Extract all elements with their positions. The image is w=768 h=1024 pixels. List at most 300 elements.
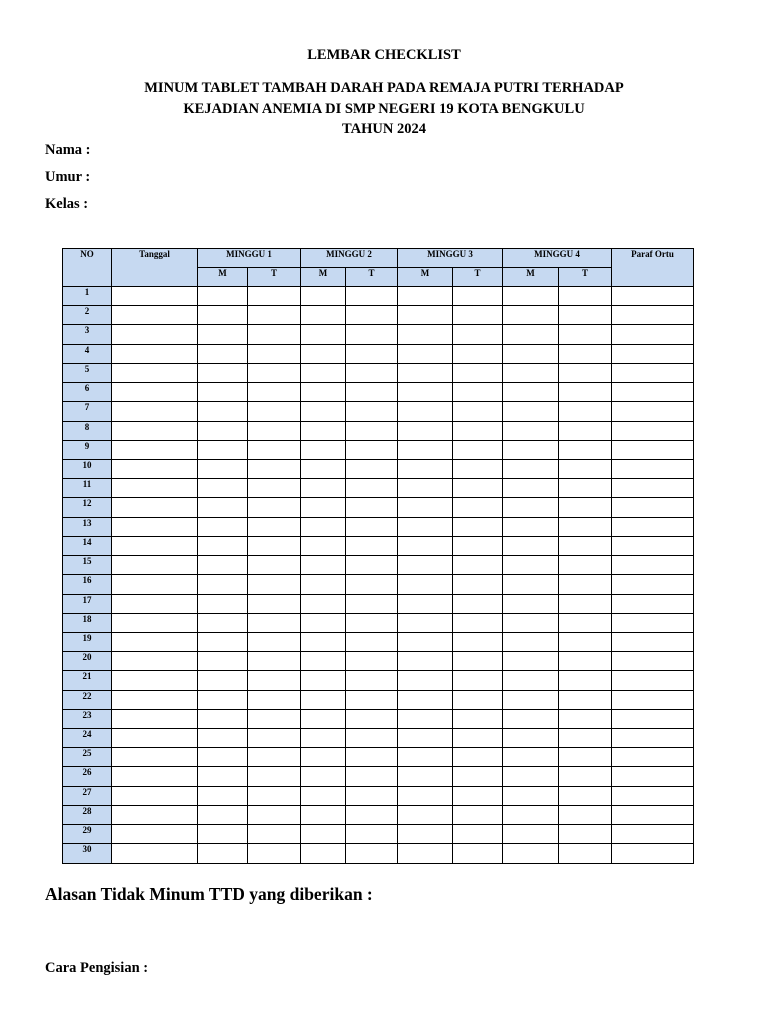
minggu1-m-cell[interactable] [198, 440, 248, 459]
minggu1-m-cell[interactable] [198, 632, 248, 651]
paraf-cell[interactable] [612, 402, 694, 421]
minggu3-m-cell[interactable] [398, 536, 453, 555]
minggu1-t-cell[interactable] [248, 536, 301, 555]
minggu2-t-cell[interactable] [346, 459, 398, 478]
minggu1-t-cell[interactable] [248, 479, 301, 498]
tanggal-cell[interactable] [112, 805, 198, 824]
minggu3-t-cell[interactable] [453, 440, 503, 459]
minggu2-m-cell[interactable] [301, 479, 346, 498]
minggu4-t-cell[interactable] [559, 498, 612, 517]
minggu1-m-cell[interactable] [198, 594, 248, 613]
minggu2-t-cell[interactable] [346, 383, 398, 402]
tanggal-cell[interactable] [112, 594, 198, 613]
minggu4-m-cell[interactable] [503, 632, 559, 651]
minggu3-m-cell[interactable] [398, 556, 453, 575]
minggu3-t-cell[interactable] [453, 287, 503, 306]
minggu1-t-cell[interactable] [248, 325, 301, 344]
minggu3-t-cell[interactable] [453, 805, 503, 824]
minggu3-t-cell[interactable] [453, 786, 503, 805]
minggu4-t-cell[interactable] [559, 594, 612, 613]
minggu2-m-cell[interactable] [301, 613, 346, 632]
paraf-cell[interactable] [612, 536, 694, 555]
minggu4-t-cell[interactable] [559, 844, 612, 863]
minggu3-t-cell[interactable] [453, 652, 503, 671]
paraf-cell[interactable] [612, 594, 694, 613]
minggu4-t-cell[interactable] [559, 748, 612, 767]
minggu2-m-cell[interactable] [301, 536, 346, 555]
minggu1-t-cell[interactable] [248, 344, 301, 363]
minggu1-t-cell[interactable] [248, 556, 301, 575]
minggu1-m-cell[interactable] [198, 517, 248, 536]
minggu1-t-cell[interactable] [248, 575, 301, 594]
minggu2-t-cell[interactable] [346, 632, 398, 651]
minggu4-m-cell[interactable] [503, 805, 559, 824]
minggu4-m-cell[interactable] [503, 748, 559, 767]
minggu4-t-cell[interactable] [559, 479, 612, 498]
minggu3-t-cell[interactable] [453, 536, 503, 555]
minggu2-m-cell[interactable] [301, 287, 346, 306]
minggu2-m-cell[interactable] [301, 363, 346, 382]
minggu3-t-cell[interactable] [453, 517, 503, 536]
minggu1-m-cell[interactable] [198, 344, 248, 363]
paraf-cell[interactable] [612, 363, 694, 382]
minggu3-m-cell[interactable] [398, 844, 453, 863]
minggu2-m-cell[interactable] [301, 844, 346, 863]
minggu2-m-cell[interactable] [301, 402, 346, 421]
minggu1-t-cell[interactable] [248, 440, 301, 459]
minggu2-t-cell[interactable] [346, 613, 398, 632]
minggu1-t-cell[interactable] [248, 613, 301, 632]
paraf-cell[interactable] [612, 709, 694, 728]
minggu4-t-cell[interactable] [559, 402, 612, 421]
tanggal-cell[interactable] [112, 844, 198, 863]
minggu2-m-cell[interactable] [301, 575, 346, 594]
paraf-cell[interactable] [612, 306, 694, 325]
tanggal-cell[interactable] [112, 363, 198, 382]
minggu3-t-cell[interactable] [453, 306, 503, 325]
minggu3-m-cell[interactable] [398, 767, 453, 786]
minggu4-t-cell[interactable] [559, 287, 612, 306]
tanggal-cell[interactable] [112, 344, 198, 363]
minggu1-t-cell[interactable] [248, 498, 301, 517]
paraf-cell[interactable] [612, 421, 694, 440]
minggu1-m-cell[interactable] [198, 729, 248, 748]
paraf-cell[interactable] [612, 479, 694, 498]
minggu1-m-cell[interactable] [198, 613, 248, 632]
tanggal-cell[interactable] [112, 729, 198, 748]
minggu1-t-cell[interactable] [248, 383, 301, 402]
tanggal-cell[interactable] [112, 825, 198, 844]
minggu1-t-cell[interactable] [248, 844, 301, 863]
minggu3-m-cell[interactable] [398, 632, 453, 651]
tanggal-cell[interactable] [112, 613, 198, 632]
minggu4-m-cell[interactable] [503, 306, 559, 325]
minggu1-m-cell[interactable] [198, 325, 248, 344]
minggu2-t-cell[interactable] [346, 594, 398, 613]
minggu3-m-cell[interactable] [398, 363, 453, 382]
minggu3-m-cell[interactable] [398, 287, 453, 306]
minggu4-m-cell[interactable] [503, 363, 559, 382]
minggu3-m-cell[interactable] [398, 517, 453, 536]
paraf-cell[interactable] [612, 671, 694, 690]
minggu2-m-cell[interactable] [301, 671, 346, 690]
minggu3-t-cell[interactable] [453, 402, 503, 421]
minggu3-t-cell[interactable] [453, 383, 503, 402]
tanggal-cell[interactable] [112, 402, 198, 421]
paraf-cell[interactable] [612, 652, 694, 671]
paraf-cell[interactable] [612, 613, 694, 632]
minggu3-t-cell[interactable] [453, 632, 503, 651]
minggu2-t-cell[interactable] [346, 709, 398, 728]
tanggal-cell[interactable] [112, 652, 198, 671]
minggu4-t-cell[interactable] [559, 363, 612, 382]
minggu1-m-cell[interactable] [198, 825, 248, 844]
minggu1-m-cell[interactable] [198, 421, 248, 440]
minggu1-t-cell[interactable] [248, 459, 301, 478]
minggu4-t-cell[interactable] [559, 536, 612, 555]
minggu1-m-cell[interactable] [198, 459, 248, 478]
minggu2-t-cell[interactable] [346, 402, 398, 421]
paraf-cell[interactable] [612, 325, 694, 344]
minggu1-m-cell[interactable] [198, 498, 248, 517]
minggu2-t-cell[interactable] [346, 729, 398, 748]
paraf-cell[interactable] [612, 498, 694, 517]
minggu3-m-cell[interactable] [398, 709, 453, 728]
paraf-cell[interactable] [612, 844, 694, 863]
minggu3-t-cell[interactable] [453, 748, 503, 767]
minggu4-m-cell[interactable] [503, 671, 559, 690]
tanggal-cell[interactable] [112, 709, 198, 728]
minggu3-m-cell[interactable] [398, 421, 453, 440]
minggu1-m-cell[interactable] [198, 844, 248, 863]
minggu2-t-cell[interactable] [346, 440, 398, 459]
minggu1-m-cell[interactable] [198, 671, 248, 690]
minggu4-t-cell[interactable] [559, 383, 612, 402]
minggu3-m-cell[interactable] [398, 325, 453, 344]
minggu3-m-cell[interactable] [398, 652, 453, 671]
minggu2-m-cell[interactable] [301, 786, 346, 805]
tanggal-cell[interactable] [112, 479, 198, 498]
paraf-cell[interactable] [612, 344, 694, 363]
minggu3-m-cell[interactable] [398, 402, 453, 421]
minggu2-m-cell[interactable] [301, 729, 346, 748]
minggu1-t-cell[interactable] [248, 402, 301, 421]
minggu3-t-cell[interactable] [453, 613, 503, 632]
minggu2-t-cell[interactable] [346, 844, 398, 863]
minggu2-t-cell[interactable] [346, 825, 398, 844]
minggu4-m-cell[interactable] [503, 729, 559, 748]
minggu3-m-cell[interactable] [398, 344, 453, 363]
minggu3-m-cell[interactable] [398, 498, 453, 517]
tanggal-cell[interactable] [112, 671, 198, 690]
minggu4-t-cell[interactable] [559, 632, 612, 651]
minggu3-t-cell[interactable] [453, 363, 503, 382]
tanggal-cell[interactable] [112, 287, 198, 306]
tanggal-cell[interactable] [112, 421, 198, 440]
minggu1-m-cell[interactable] [198, 287, 248, 306]
paraf-cell[interactable] [612, 729, 694, 748]
minggu3-m-cell[interactable] [398, 613, 453, 632]
minggu4-m-cell[interactable] [503, 383, 559, 402]
minggu4-m-cell[interactable] [503, 844, 559, 863]
minggu4-m-cell[interactable] [503, 440, 559, 459]
minggu1-t-cell[interactable] [248, 729, 301, 748]
minggu2-m-cell[interactable] [301, 383, 346, 402]
minggu3-t-cell[interactable] [453, 690, 503, 709]
minggu2-m-cell[interactable] [301, 325, 346, 344]
minggu4-m-cell[interactable] [503, 825, 559, 844]
minggu3-m-cell[interactable] [398, 729, 453, 748]
minggu2-t-cell[interactable] [346, 671, 398, 690]
minggu2-m-cell[interactable] [301, 748, 346, 767]
minggu1-t-cell[interactable] [248, 690, 301, 709]
minggu2-t-cell[interactable] [346, 421, 398, 440]
minggu4-m-cell[interactable] [503, 690, 559, 709]
minggu2-t-cell[interactable] [346, 690, 398, 709]
minggu1-t-cell[interactable] [248, 671, 301, 690]
minggu1-m-cell[interactable] [198, 748, 248, 767]
minggu4-t-cell[interactable] [559, 805, 612, 824]
minggu3-t-cell[interactable] [453, 556, 503, 575]
minggu4-m-cell[interactable] [503, 613, 559, 632]
minggu2-t-cell[interactable] [346, 517, 398, 536]
minggu2-t-cell[interactable] [346, 805, 398, 824]
minggu3-t-cell[interactable] [453, 498, 503, 517]
minggu2-m-cell[interactable] [301, 459, 346, 478]
minggu2-t-cell[interactable] [346, 498, 398, 517]
minggu1-m-cell[interactable] [198, 575, 248, 594]
tanggal-cell[interactable] [112, 517, 198, 536]
minggu3-t-cell[interactable] [453, 459, 503, 478]
minggu1-t-cell[interactable] [248, 421, 301, 440]
paraf-cell[interactable] [612, 748, 694, 767]
minggu1-t-cell[interactable] [248, 517, 301, 536]
paraf-cell[interactable] [612, 459, 694, 478]
minggu2-m-cell[interactable] [301, 344, 346, 363]
minggu4-m-cell[interactable] [503, 709, 559, 728]
minggu4-t-cell[interactable] [559, 459, 612, 478]
tanggal-cell[interactable] [112, 440, 198, 459]
minggu3-m-cell[interactable] [398, 440, 453, 459]
minggu3-t-cell[interactable] [453, 421, 503, 440]
tanggal-cell[interactable] [112, 556, 198, 575]
minggu1-m-cell[interactable] [198, 479, 248, 498]
minggu1-t-cell[interactable] [248, 767, 301, 786]
minggu1-t-cell[interactable] [248, 306, 301, 325]
minggu1-m-cell[interactable] [198, 786, 248, 805]
minggu2-t-cell[interactable] [346, 575, 398, 594]
minggu2-t-cell[interactable] [346, 479, 398, 498]
minggu4-m-cell[interactable] [503, 498, 559, 517]
paraf-cell[interactable] [612, 383, 694, 402]
minggu4-t-cell[interactable] [559, 652, 612, 671]
minggu4-t-cell[interactable] [559, 575, 612, 594]
minggu2-m-cell[interactable] [301, 690, 346, 709]
minggu3-m-cell[interactable] [398, 459, 453, 478]
minggu2-m-cell[interactable] [301, 440, 346, 459]
minggu3-m-cell[interactable] [398, 690, 453, 709]
minggu1-t-cell[interactable] [248, 709, 301, 728]
minggu2-t-cell[interactable] [346, 767, 398, 786]
minggu3-t-cell[interactable] [453, 844, 503, 863]
minggu1-m-cell[interactable] [198, 805, 248, 824]
minggu4-m-cell[interactable] [503, 459, 559, 478]
minggu1-t-cell[interactable] [248, 287, 301, 306]
minggu1-t-cell[interactable] [248, 594, 301, 613]
minggu4-m-cell[interactable] [503, 594, 559, 613]
minggu2-m-cell[interactable] [301, 767, 346, 786]
minggu3-m-cell[interactable] [398, 306, 453, 325]
minggu4-t-cell[interactable] [559, 440, 612, 459]
minggu2-m-cell[interactable] [301, 498, 346, 517]
paraf-cell[interactable] [612, 556, 694, 575]
minggu2-t-cell[interactable] [346, 786, 398, 805]
minggu4-m-cell[interactable] [503, 325, 559, 344]
minggu1-t-cell[interactable] [248, 825, 301, 844]
minggu3-t-cell[interactable] [453, 479, 503, 498]
minggu3-t-cell[interactable] [453, 729, 503, 748]
minggu4-t-cell[interactable] [559, 690, 612, 709]
minggu3-t-cell[interactable] [453, 671, 503, 690]
minggu2-m-cell[interactable] [301, 632, 346, 651]
minggu4-t-cell[interactable] [559, 344, 612, 363]
minggu4-t-cell[interactable] [559, 671, 612, 690]
tanggal-cell[interactable] [112, 459, 198, 478]
minggu3-t-cell[interactable] [453, 709, 503, 728]
minggu2-m-cell[interactable] [301, 709, 346, 728]
tanggal-cell[interactable] [112, 690, 198, 709]
tanggal-cell[interactable] [112, 575, 198, 594]
minggu3-m-cell[interactable] [398, 594, 453, 613]
minggu2-m-cell[interactable] [301, 594, 346, 613]
paraf-cell[interactable] [612, 825, 694, 844]
minggu3-m-cell[interactable] [398, 825, 453, 844]
minggu3-t-cell[interactable] [453, 325, 503, 344]
tanggal-cell[interactable] [112, 786, 198, 805]
minggu4-t-cell[interactable] [559, 786, 612, 805]
paraf-cell[interactable] [612, 786, 694, 805]
minggu4-m-cell[interactable] [503, 402, 559, 421]
minggu1-t-cell[interactable] [248, 632, 301, 651]
minggu1-m-cell[interactable] [198, 556, 248, 575]
minggu2-t-cell[interactable] [346, 536, 398, 555]
minggu1-m-cell[interactable] [198, 709, 248, 728]
minggu1-t-cell[interactable] [248, 748, 301, 767]
minggu2-m-cell[interactable] [301, 805, 346, 824]
minggu4-t-cell[interactable] [559, 729, 612, 748]
minggu2-t-cell[interactable] [346, 344, 398, 363]
minggu1-m-cell[interactable] [198, 690, 248, 709]
minggu4-m-cell[interactable] [503, 479, 559, 498]
minggu1-m-cell[interactable] [198, 767, 248, 786]
minggu4-m-cell[interactable] [503, 536, 559, 555]
minggu1-t-cell[interactable] [248, 805, 301, 824]
minggu4-m-cell[interactable] [503, 287, 559, 306]
minggu4-t-cell[interactable] [559, 306, 612, 325]
paraf-cell[interactable] [612, 805, 694, 824]
minggu4-m-cell[interactable] [503, 767, 559, 786]
minggu3-t-cell[interactable] [453, 575, 503, 594]
minggu4-t-cell[interactable] [559, 767, 612, 786]
minggu4-m-cell[interactable] [503, 575, 559, 594]
minggu1-m-cell[interactable] [198, 306, 248, 325]
minggu3-m-cell[interactable] [398, 383, 453, 402]
minggu4-m-cell[interactable] [503, 421, 559, 440]
tanggal-cell[interactable] [112, 632, 198, 651]
minggu2-t-cell[interactable] [346, 652, 398, 671]
minggu4-t-cell[interactable] [559, 517, 612, 536]
minggu4-m-cell[interactable] [503, 786, 559, 805]
minggu1-t-cell[interactable] [248, 363, 301, 382]
minggu3-m-cell[interactable] [398, 748, 453, 767]
paraf-cell[interactable] [612, 767, 694, 786]
minggu2-t-cell[interactable] [346, 306, 398, 325]
tanggal-cell[interactable] [112, 767, 198, 786]
minggu4-t-cell[interactable] [559, 556, 612, 575]
minggu1-t-cell[interactable] [248, 652, 301, 671]
tanggal-cell[interactable] [112, 306, 198, 325]
minggu4-t-cell[interactable] [559, 709, 612, 728]
minggu2-m-cell[interactable] [301, 825, 346, 844]
paraf-cell[interactable] [612, 287, 694, 306]
minggu2-m-cell[interactable] [301, 652, 346, 671]
minggu3-m-cell[interactable] [398, 575, 453, 594]
minggu2-t-cell[interactable] [346, 363, 398, 382]
paraf-cell[interactable] [612, 690, 694, 709]
minggu4-t-cell[interactable] [559, 825, 612, 844]
minggu3-t-cell[interactable] [453, 344, 503, 363]
minggu1-m-cell[interactable] [198, 383, 248, 402]
paraf-cell[interactable] [612, 517, 694, 536]
minggu2-t-cell[interactable] [346, 748, 398, 767]
minggu4-m-cell[interactable] [503, 344, 559, 363]
minggu3-m-cell[interactable] [398, 786, 453, 805]
minggu4-m-cell[interactable] [503, 517, 559, 536]
minggu3-t-cell[interactable] [453, 825, 503, 844]
minggu1-m-cell[interactable] [198, 536, 248, 555]
minggu2-t-cell[interactable] [346, 287, 398, 306]
minggu2-m-cell[interactable] [301, 556, 346, 575]
minggu4-t-cell[interactable] [559, 421, 612, 440]
minggu3-t-cell[interactable] [453, 767, 503, 786]
minggu2-t-cell[interactable] [346, 556, 398, 575]
minggu3-m-cell[interactable] [398, 671, 453, 690]
minggu1-t-cell[interactable] [248, 786, 301, 805]
minggu4-t-cell[interactable] [559, 613, 612, 632]
tanggal-cell[interactable] [112, 383, 198, 402]
minggu4-m-cell[interactable] [503, 556, 559, 575]
minggu3-t-cell[interactable] [453, 594, 503, 613]
minggu3-m-cell[interactable] [398, 479, 453, 498]
minggu2-m-cell[interactable] [301, 517, 346, 536]
minggu1-m-cell[interactable] [198, 363, 248, 382]
tanggal-cell[interactable] [112, 536, 198, 555]
minggu1-m-cell[interactable] [198, 402, 248, 421]
tanggal-cell[interactable] [112, 325, 198, 344]
minggu2-t-cell[interactable] [346, 325, 398, 344]
tanggal-cell[interactable] [112, 748, 198, 767]
paraf-cell[interactable] [612, 440, 694, 459]
paraf-cell[interactable] [612, 632, 694, 651]
tanggal-cell[interactable] [112, 498, 198, 517]
minggu4-t-cell[interactable] [559, 325, 612, 344]
minggu2-m-cell[interactable] [301, 421, 346, 440]
minggu4-m-cell[interactable] [503, 652, 559, 671]
minggu2-m-cell[interactable] [301, 306, 346, 325]
paraf-cell[interactable] [612, 575, 694, 594]
minggu3-m-cell[interactable] [398, 805, 453, 824]
minggu1-m-cell[interactable] [198, 652, 248, 671]
